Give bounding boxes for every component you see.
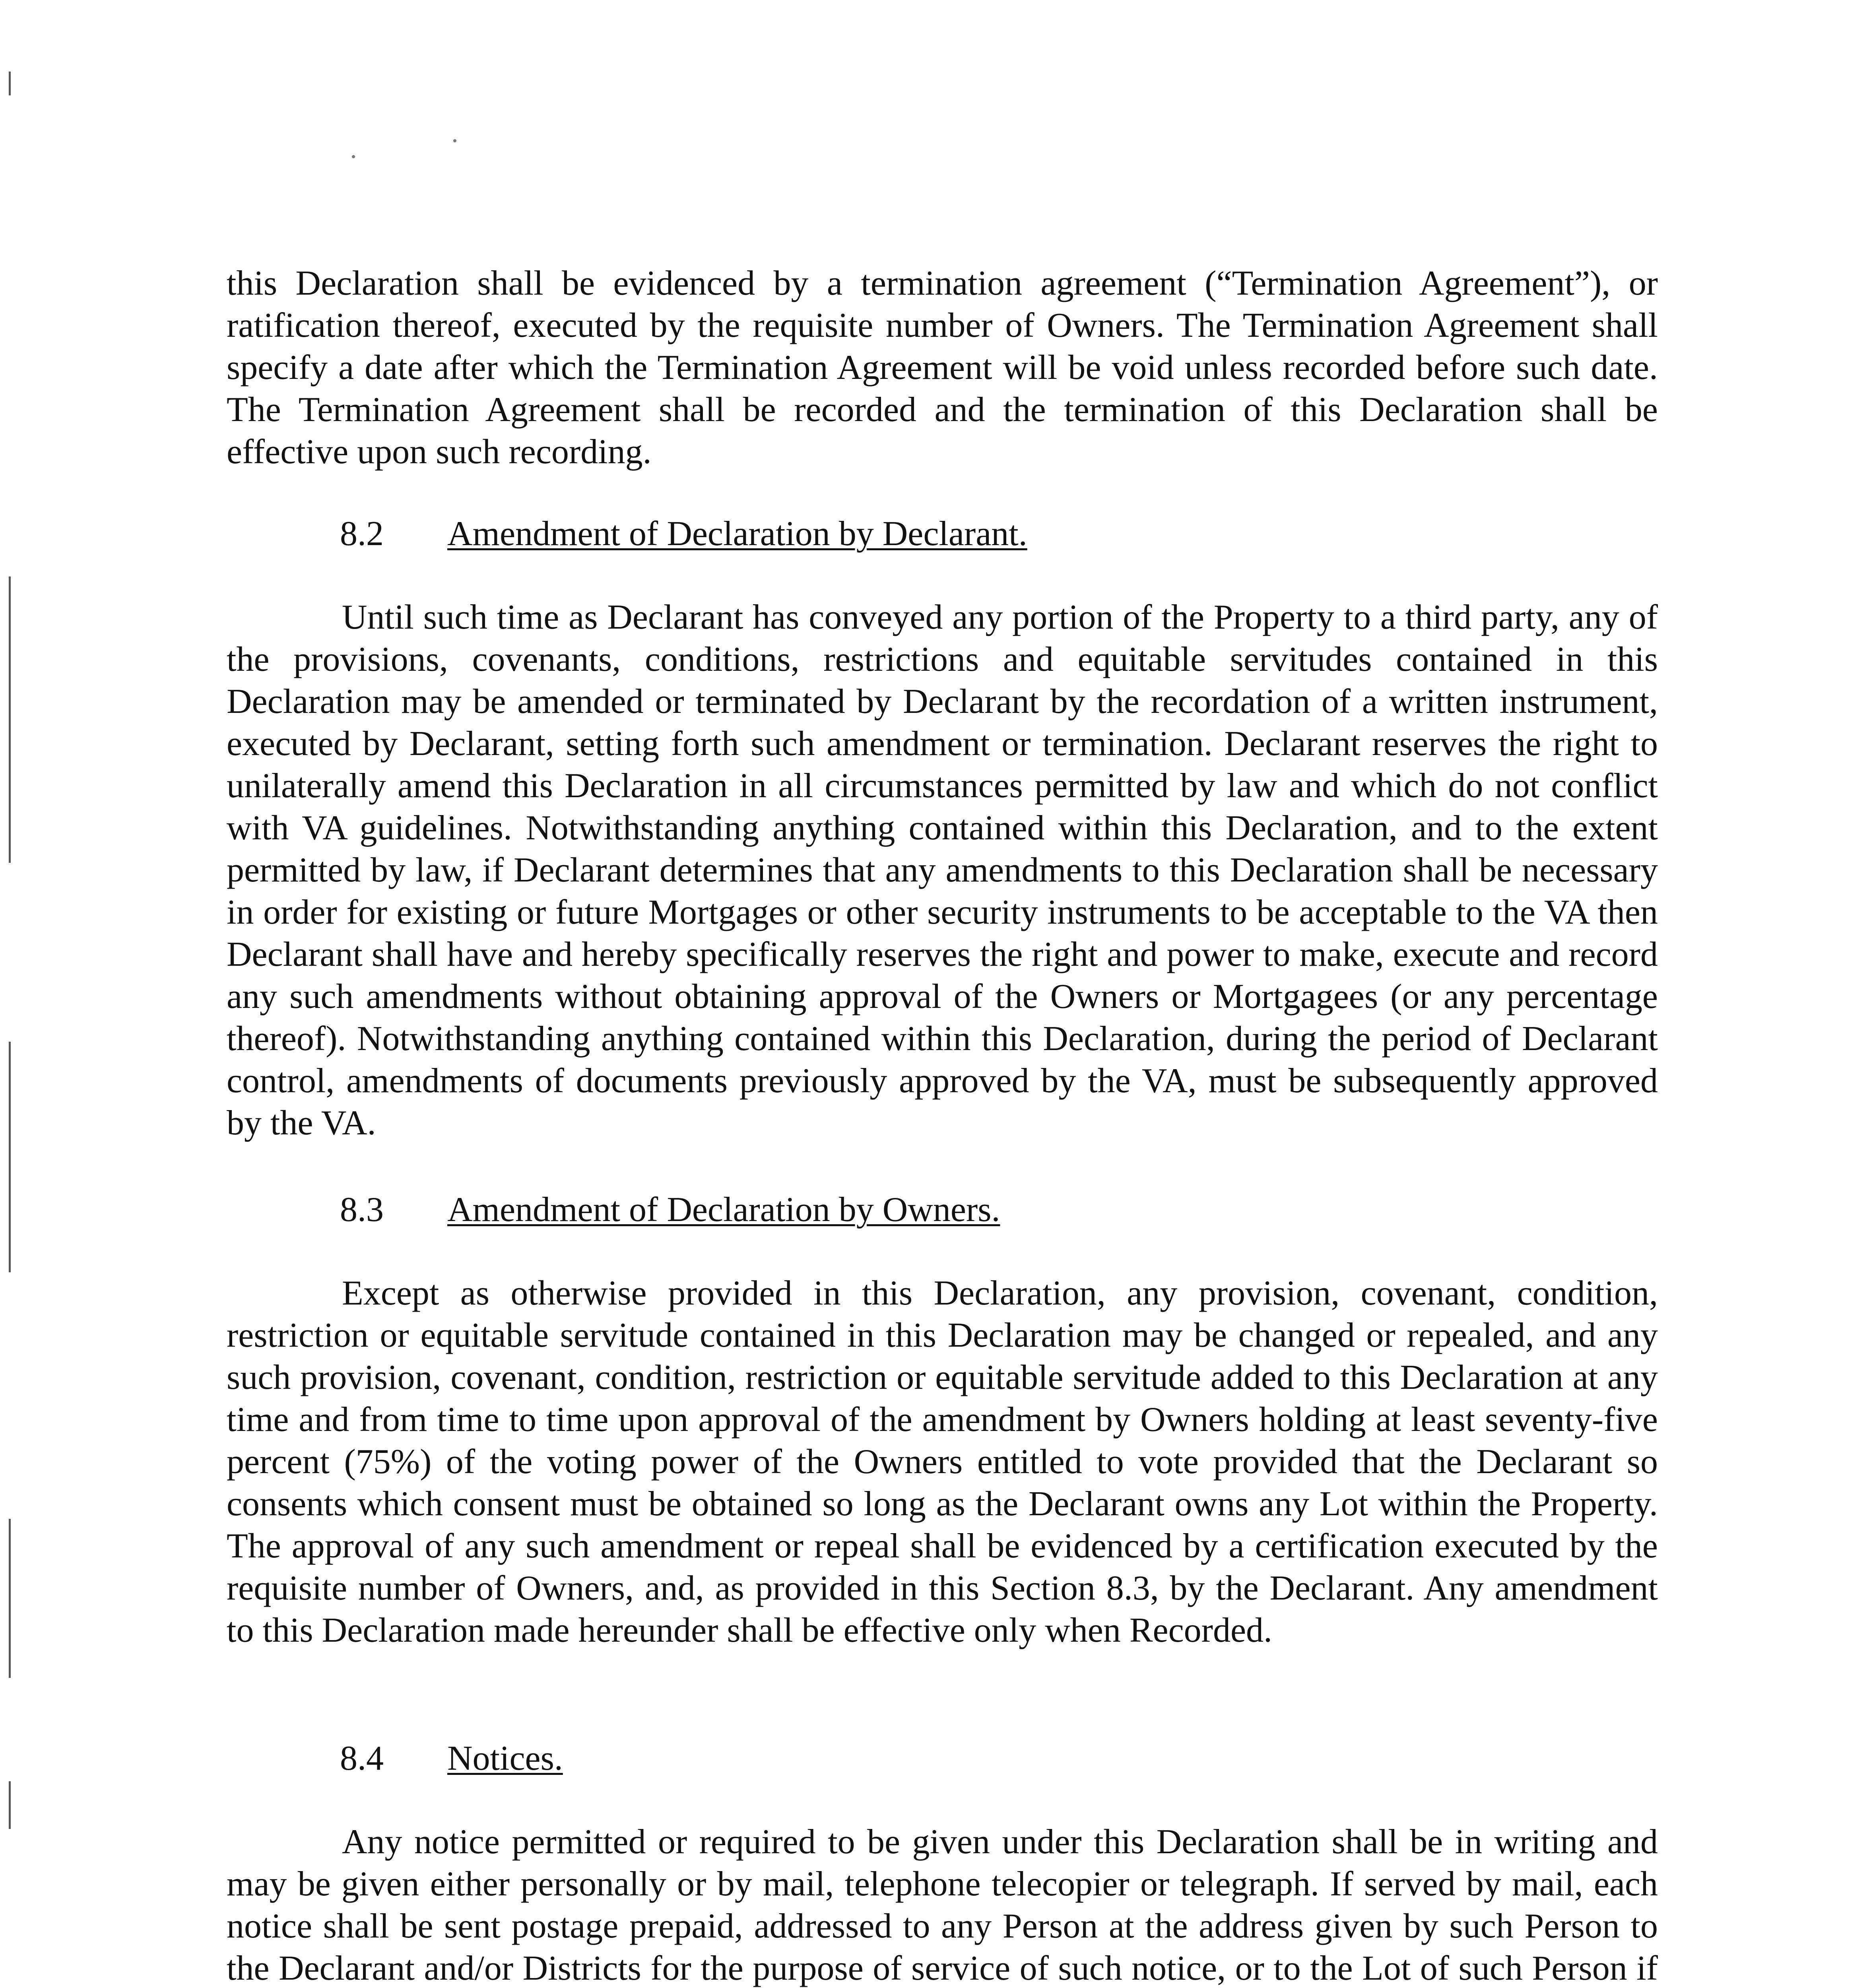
paragraph-termination-agreement: this Declaration shall be evidenced by a termination agreement (“Termination Agreement”), or ratification thereof, executed by the requisite number of Owners. The Termination Agreement shall specify a date after which the Termination Agreement will be void unless recorded before such date. The Termination Agreement shall be recorded and the termination of this Declaration shall be effective upon such recording. (227, 264, 1658, 471)
scan-speck (453, 139, 456, 142)
section-heading-8-3 (340, 1189, 1000, 1231)
paragraph-amendment-by-declarant: Until such time as Declarant has conveyed any portion of the Property to a third party, any of the provisions, covenants, conditions, restrictions and equitable servitudes contained in this Declaration may be amended or terminated by Declarant by the recordation of a written instrument, executed by Declarant, setting forth such amendment or termination. Declarant reserves the right to unilaterally amend this Declaration in all circumstances permitted by law and which do not conflict with VA guidelines. Notwithstanding anything contained within this Declaration, and to the extent permitted by law, if Declarant determines that any amendments to this Declaration shall be necessary in order for existing or future Mortgages or other security instruments to be acceptable to the VA then Declarant shall have and hereby specifically reserves the right and power to make, execute and record any such amendments without obtaining approval of the Owners or Mortgagees (or any percentage thereof). Notwithstanding anything contained within this Declaration, during the period of Declarant control, amendments of documents previously approved by the VA, must be subsequently approved by the VA. (227, 598, 1658, 1142)
section-heading-8-4 (340, 1738, 563, 1780)
scan-speck (352, 155, 355, 158)
section-number: 8.2 (340, 514, 384, 553)
section-title: Amendment of Declaration by Owners. (447, 1190, 1000, 1229)
scan-margin-mark (9, 1781, 11, 1829)
section-title: Notices. (447, 1739, 563, 1778)
section-heading-8-2 (340, 513, 1027, 555)
paragraph-notices: Any notice permitted or required to be given under this Declaration shall be in writing and may be given either personally or by mail, telephone telecopier or telegraph. If served by mail, each notice shall be sent postage prepaid, addressed to any Person at the address given by such Person to the Declarant and/or Districts for the purpose of service of such notice, or to the Lot of such Person if (227, 1823, 1658, 1988)
paragraph-amendment-by-owners: Except as otherwise provided in this Declaration, any provision, covenant, condition, restriction or equitable servitude contained in this Declaration may be changed or repealed, and any such provision, covenant, condition, restriction or equitable servitude added to this Declaration at any time and from time to time upon approval of the amendment by Owners holding at least seventy-five percent (75%) of the voting power of the Owners entitled to vote provided that the Declarant so consents which consent must be obtained so long as the Declarant owns any Lot within the Property. The approval of any such amendment or repeal shall be evidenced by a certification executed by the requisite number of Owners, and, as provided in this Section 8.3, by the Declarant. Any amendment to this Declaration made hereunder shall be effective only when Recorded. (227, 1274, 1658, 1650)
scan-margin-mark (9, 72, 11, 95)
scan-margin-mark (9, 1519, 11, 1678)
section-title: Amendment of Declaration by Declarant. (447, 514, 1027, 553)
scan-margin-mark (9, 1042, 11, 1272)
scan-margin-mark (9, 577, 11, 863)
section-number: 8.3 (340, 1190, 384, 1229)
section-number: 8.4 (340, 1739, 384, 1778)
